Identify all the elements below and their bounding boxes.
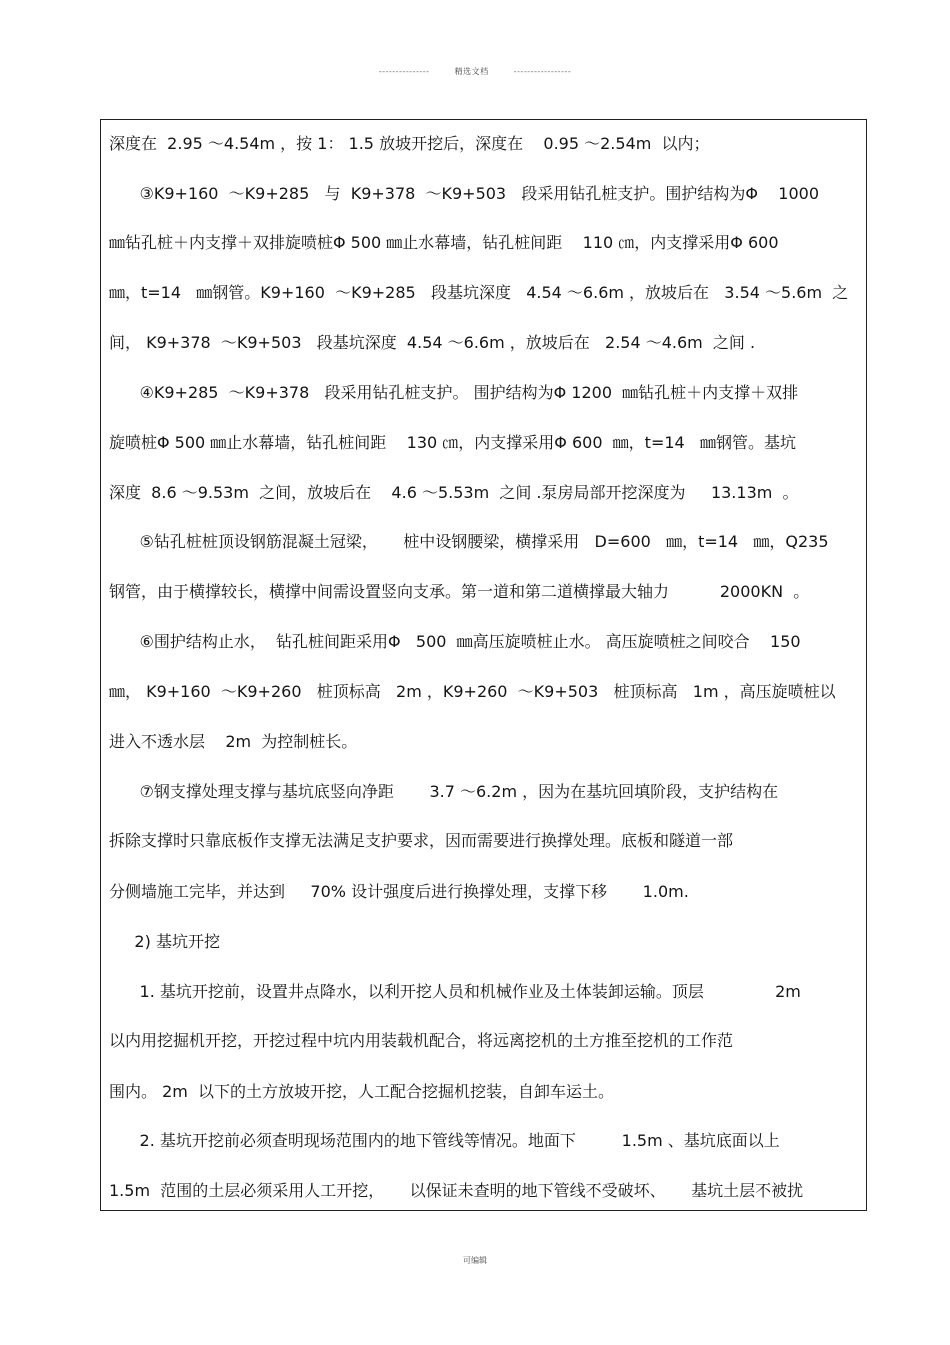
header-title: 精选文档 [454, 67, 489, 76]
text-line: ㎜钻孔桩＋内支撑＋双排旋喷桩Φ 500 ㎜止水幕墙，钻孔桩间距 110 ㎝，内支撑采用Φ 600 [109, 233, 779, 252]
text-line: ㎜， K9+160 ～K9+260 桩顶标高 2m ，K9+260 ～K9+503 桩顶标高 1m ，高压旋喷桩以 [109, 682, 836, 701]
text-line: 以内用挖掘机开挖，开挖过程中坑内用装载机配合，将远离挖机的土方推至挖机的工作范 [109, 1031, 734, 1050]
text-line: 分侧墙施工完毕，并达到 70% 设计强度后进行换撑处理，支撑下移 1.0m. [109, 882, 689, 901]
page-footer: 可编辑 [463, 1256, 487, 1265]
text-line: 1.5m 范围的土层必须采用人工开挖， 以保证未查明的地下管线不受破坏、 基坑土层不被扰 [109, 1181, 804, 1200]
header-left-rule: --------------- [378, 67, 430, 76]
header-right-rule: ----------------- [513, 67, 572, 76]
page-header [0, 66, 950, 77]
text-line: 旋喷桩Φ 500 ㎜止水幕墙，钻孔桩间距 130 ㎝，内支撑采用Φ 600 ㎜，t=14 ㎜钢管。基坑 [109, 433, 796, 452]
text-line: ③K9+160 ～K9+285 与 K9+378 ～K9+503 段采用钻孔桩支护。围护结构为Φ 1000 [109, 184, 820, 203]
text-line: 1. 基坑开挖前，设置井点降水，以利开挖人员和机械作业及土体装卸运输。顶层 2m [109, 982, 801, 1001]
text-line: 深度 8.6 ～9.53m 之间，放坡后在 4.6 ～5.53m 之间 .泵房局部开挖深度为 13.13m 。 [109, 483, 799, 502]
text-line: 拆除支撑时只靠底板作支撑无法满足支护要求，因而需要进行换撑处理。底板和隧道一部 [109, 831, 734, 850]
text-line: 2. 基坑开挖前必须查明现场范围内的地下管线等情况。地面下 1.5m 、基坑底面以上 [109, 1131, 780, 1150]
section-heading: 2) 基坑开挖 [109, 932, 220, 951]
text-line: ⑦钢支撑处理支撑与基坑底竖向净距 3.7 ～6.2m ，因为在基坑回填阶段，支护结构在 [109, 782, 779, 801]
text-line: ⑥围护结构止水， 钻孔桩间距采用Φ 500 ㎜高压旋喷桩止水。 高压旋喷桩之间咬合 150 [109, 632, 801, 651]
text-line: ⑤钻孔桩桩顶设钢筋混凝土冠梁， 桩中设钢腰梁，横撑采用 D=600 ㎜，t=14 ㎜，Q235 [109, 532, 829, 551]
text-line: 围内。 2m 以下的土方放坡开挖，人工配合挖掘机挖装，自卸车运土。 [109, 1082, 615, 1101]
text-line: 钢管，由于横撑较长，横撑中间需设置竖向支承。第一道和第二道横撑最大轴力 2000KN 。 [109, 582, 810, 601]
text-line: 间， K9+378 ～K9+503 段基坑深度 4.54 ～6.6m ，放坡后在 2.54 ～4.6m 之间 . [109, 333, 756, 352]
text-line: 进入不透水层 2m 为控制桩长。 [109, 732, 358, 751]
text-line: ④K9+285 ～K9+378 段采用钻孔桩支护。 围护结构为Φ 1200 ㎜钻孔桩＋内支撑＋双排 [109, 383, 799, 402]
text-line: ㎜，t=14 ㎜钢管。K9+160 ～K9+285 段基坑深度 4.54 ～6.6m ，放坡后在 3.54 ～5.6m 之 [109, 283, 849, 302]
text-line: 深度在 2.95 ～4.54m ，按 1： 1.5 放坡开挖后，深度在 0.95 ～2.54m 以内； [109, 134, 710, 153]
